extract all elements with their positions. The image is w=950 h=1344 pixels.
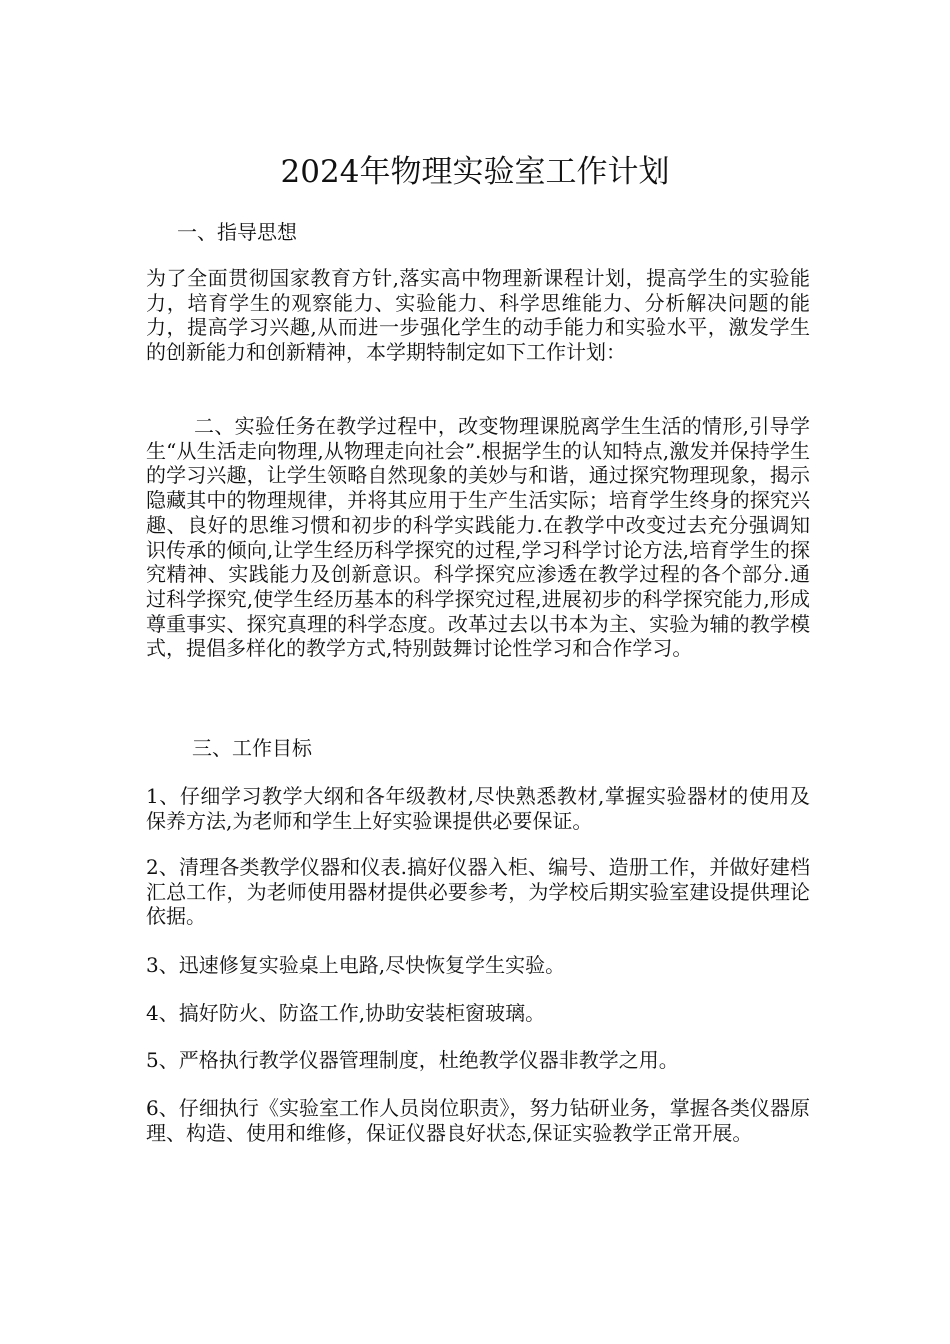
goal-item-2: 2、清理各类教学仪器和仪表.搞好仪器入柜、编号、造册工作，并做好建档汇总工作，为老师使用器材提供必要参考，为学校后期实验室建设提供理论依据。 xyxy=(146,855,810,929)
goal-item-1: 1、仔细学习教学大纲和各年级教材,尽快熟悉教材,掌握实验器材的使用及保养方法,为老师和学生上好实验课提供必要保证。 xyxy=(146,784,810,833)
goal-item-6: 6、仔细执行《实验室工作人员岗位职责》，努力钻研业务，掌握各类仪器原理、构造、使用和维修，保证仪器良好状态,保证实验教学正常开展。 xyxy=(146,1096,810,1145)
goal-item-4: 4、搞好防火、防盗工作,协助安装柜窗玻璃。 xyxy=(146,1001,546,1025)
section-paragraph-guiding-ideology: 为了全面贯彻国家教育方针,落实高中物理新课程计划，提高学生的实验能力，培育学生的观察能力、实验能力、科学思维能力、分析解决问题的能力，提高学习兴趣,从而进一步强化学生的动手能力和实验水平，激发学生的创新能力和创新精神，本学期特制定如下工作计划： xyxy=(146,266,810,365)
section-heading-work-goals: 三、工作目标 xyxy=(192,736,312,760)
document-title: 2024年物理实验室工作计划 xyxy=(280,154,670,190)
section-paragraph-experiment-tasks: 二、实验任务在教学过程中，改变物理课脱离学生生活的情形,引导学生“从生活走向物理,从物理走向社会”.根据学生的认知特点,激发并保持学生的学习兴趣，让学生领略自然现象的美妙与和谐，通过探究物理现象，揭示隐藏其中的物理规律，并将其应用于生产生活实际；培育学生终身的探究兴趣、良好的思维习惯和初步的科学实践能力.在教学中改变过去充分强调知识传承的倾向,让学生经历科学探究的过程,学习科学讨论方法,培育学生的探究精神、实践能力及创新意识。科学探究应渗透在教学过程的各个部分.通过科学探究,使学生经历基本的科学探究过程,进展初步的科学探究能力,形成尊重事实、探究真理的科学态度。改革过去以书本为主、实验为辅的教学模式，提倡多样化的教学方式,特别鼓舞讨论性学习和合作学习。 xyxy=(146,414,810,661)
section-heading-guiding-ideology: 一、指导思想 xyxy=(177,220,297,244)
goal-item-3: 3、迅速修复实验桌上电路,尽快恢复学生实验。 xyxy=(146,953,566,977)
goal-item-5: 5、严格执行教学仪器管理制度，杜绝教学仪器非教学之用。 xyxy=(146,1048,679,1072)
